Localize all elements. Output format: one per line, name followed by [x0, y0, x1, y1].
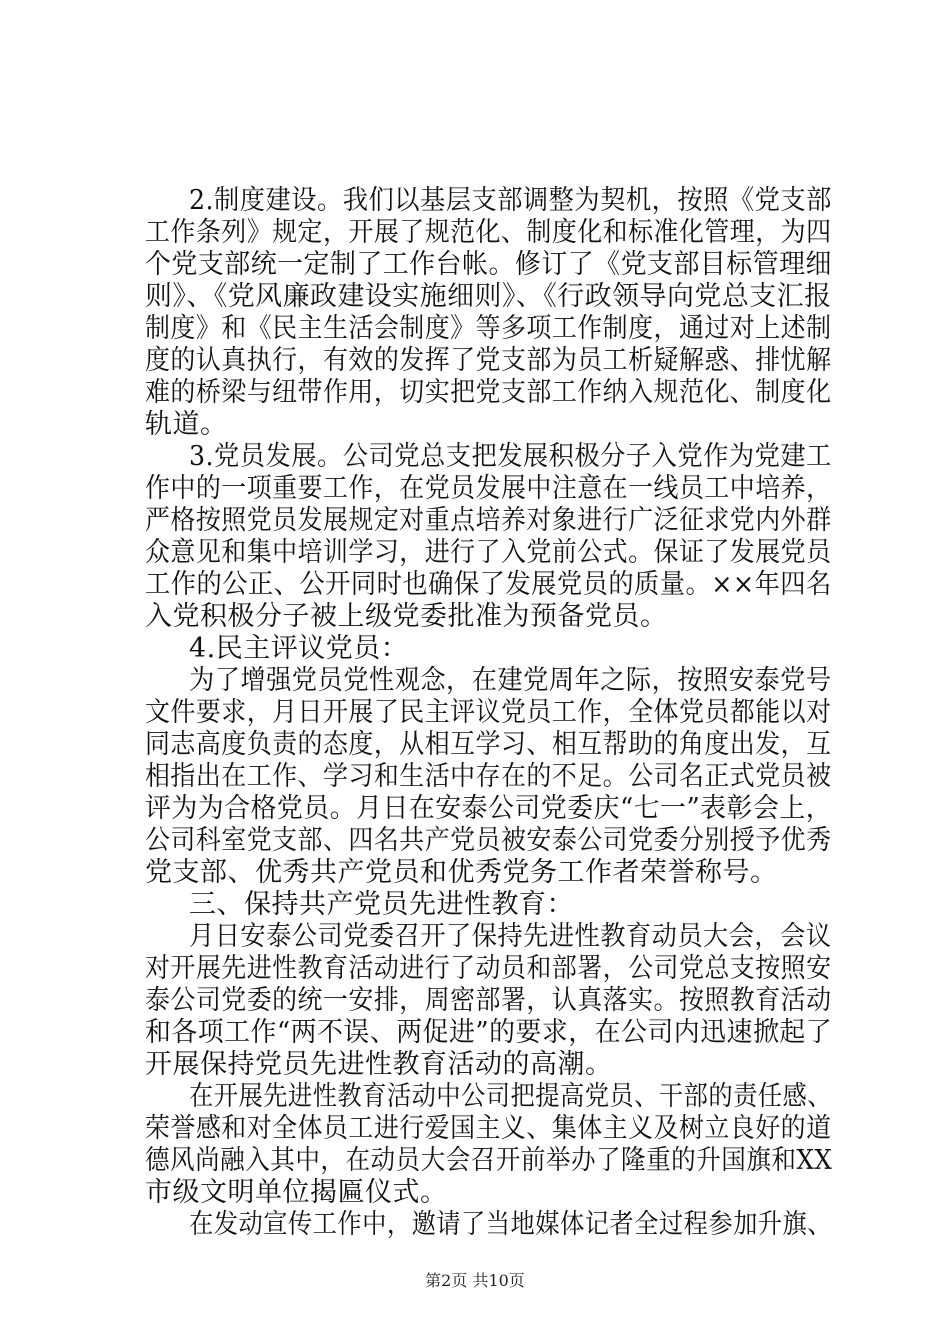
text-line: 4.民主评议党员：: [189, 633, 409, 664]
text-line: 泰公司党委的统一安排，周密部署，认真落实。按照教育活动: [145, 985, 832, 1016]
text-line: 3.党员发展。公司党总支把发展积极分子入党作为党建工: [189, 441, 832, 472]
text-line: 市级文明单位揭匾仪式。: [145, 1177, 448, 1208]
text-line: 难的桥梁与纽带作用，切实把党支部工作纳入规范化、制度化: [145, 377, 832, 408]
text-line: 评为为合格党员。月日在安泰公司党委庆“七一”表彰会上，: [145, 793, 833, 824]
text-line: 工作的公正、公开同时也确保了发展党员的质量。××年四名: [145, 569, 832, 600]
text-line: 同志高度负责的态度，从相互学习、相互帮助的角度出发，互: [145, 729, 832, 760]
text-line: 开展保持党员先进性教育活动的高潮。: [145, 1049, 613, 1080]
text-line: 德风尚融入其中，在动员大会召开前举办了隆重的升国旗和XX: [145, 1145, 833, 1176]
text-line: 月日安泰公司党委召开了保持先进性教育动员大会，会议: [189, 921, 832, 952]
text-line: 在开展先进性教育活动中公司把提高党员、干部的责任感、: [189, 1081, 832, 1112]
text-line: 工作条列》规定，开展了规范化、制度化和标准化管理，为四: [145, 217, 832, 248]
text-line: 严格按照党员发展规定对重点培养对象进行广泛征求党内外群: [145, 505, 832, 536]
text-line: 相指出在工作、学习和生活中存在的不足。公司名正式党员被: [145, 761, 832, 792]
text-line: 作中的一项重要工作，在党员发展中注意在一线员工中培养，: [145, 473, 832, 504]
text-line: 2.制度建设。我们以基层支部调整为契机，按照《党支部: [189, 185, 832, 216]
text-line: 众意见和集中培训学习，进行了入党前公式。保证了发展党员: [145, 537, 832, 568]
text-line: 入党积极分子被上级党委批准为预备党员。: [145, 601, 668, 632]
text-line: 为了增强党员党性观念，在建党周年之际，按照安泰党号: [189, 665, 832, 696]
text-line: 和各项工作“两不误、两促进”的要求，在公司内迅速掀起了: [145, 1017, 833, 1048]
text-line: 公司科室党支部、四名共产党员被安泰公司党委分别授予优秀: [145, 825, 832, 856]
text-line: 度的认真执行，有效的发挥了党支部为员工析疑解惑、排忧解: [145, 345, 832, 376]
text-line: 则》、《党风廉政建设实施细则》、《行政领导向党总支汇报: [145, 281, 832, 312]
text-line: 荣誉感和对全体员工进行爱国主义、集体主义及树立良好的道: [145, 1113, 832, 1144]
text-line: 对开展先进性教育活动进行了动员和部署，公司党总支按照安: [145, 953, 832, 984]
section-heading: 三、保持共产党员先进性教育：: [189, 889, 574, 920]
text-line: 个党支部统一定制了工作台帐。修订了《党支部目标管理细: [145, 249, 832, 280]
page-number-footer: 第2页 共10页: [425, 1271, 525, 1290]
text-line: 在发动宣传工作中，邀请了当地媒体记者全过程参加升旗、: [189, 1209, 832, 1240]
text-line: 党支部、优秀共产党员和优秀党务工作者荣誉称号。: [145, 857, 778, 888]
text-line: 文件要求，月日开展了民主评议党员工作，全体党员都能以对: [145, 697, 832, 728]
text-line: 制度》和《民主生活会制度》等多项工作制度，通过对上述制: [145, 313, 832, 344]
text-line: 轨道。: [145, 409, 228, 440]
